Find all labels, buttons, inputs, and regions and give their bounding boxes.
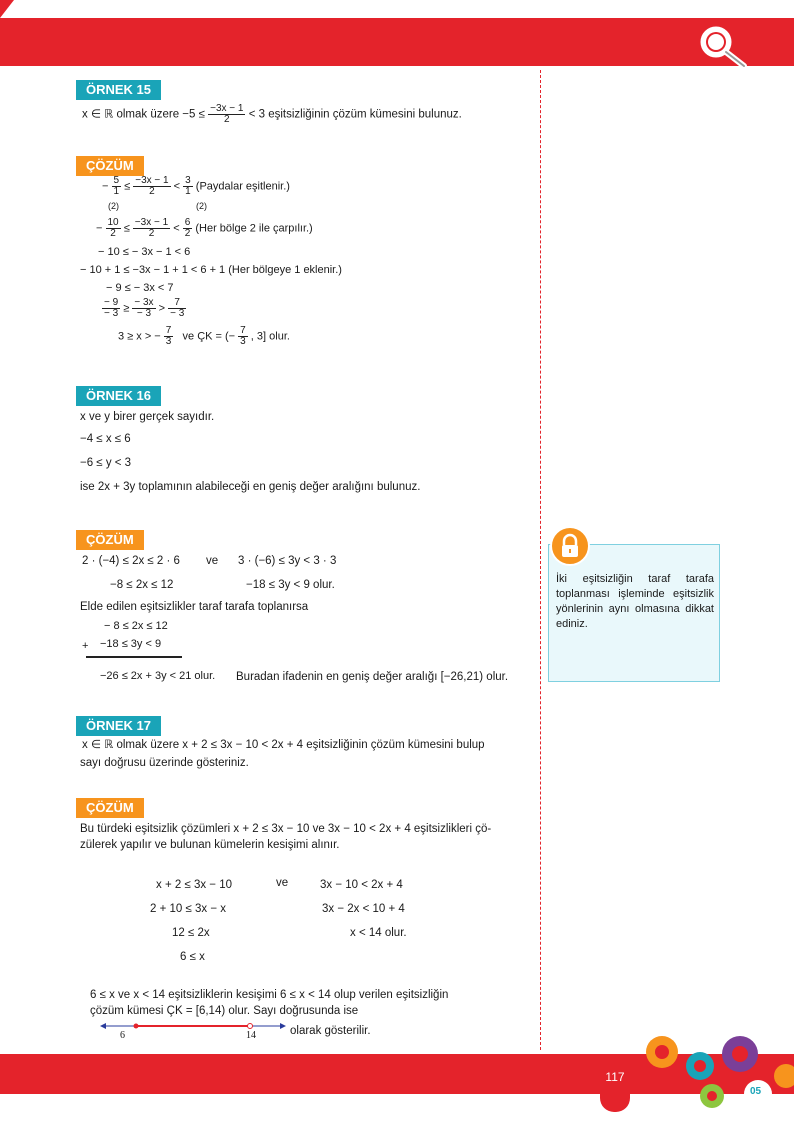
solution-17-a3: 12 ≤ 2x: [172, 927, 210, 939]
example-16-line-2: −4 ≤ x ≤ 6: [80, 433, 131, 445]
number-line-label-14: 14: [246, 1030, 256, 1041]
result-text: , 3] olur.: [250, 330, 290, 343]
solution-16-label: ÇÖZÜM: [76, 530, 144, 550]
denominator: 2: [110, 228, 116, 239]
fraction: [208, 104, 245, 125]
note: (Her bölge 2 ile çarpılır.): [195, 222, 313, 235]
denominator: 2: [224, 114, 230, 125]
numerator: 6: [184, 217, 191, 228]
solution-15-step-6: [102, 298, 186, 319]
solution-16-sum-row-2: −18 ≤ 3y < 9: [100, 638, 162, 650]
solution-17-conclusion-2: çözüm kümesi ÇK = [6,14) olur. Sayı doğrusunda ise: [90, 1005, 359, 1017]
solution-17-b3: x < 14 olur.: [350, 927, 407, 939]
solution-17-ve: ve: [276, 877, 289, 889]
fraction: [132, 298, 155, 319]
tip-text: İki eşitsizliğin taraf tarafa toplanması işleminde eşitsizlik yönlerinin aynı olmasına dikkat ediniz.: [556, 573, 714, 630]
fraction: [112, 176, 122, 197]
operator: >: [158, 302, 166, 315]
numerator: 7: [240, 325, 246, 336]
unit-badge: 05: [750, 1086, 762, 1097]
solution-16-line-2b: −18 ≤ 3y < 9 olur.: [246, 579, 335, 591]
header-arrow: [0, 0, 14, 18]
numerator: −3x − 1: [134, 217, 169, 228]
solution-17-a4: 6 ≤ x: [180, 951, 205, 963]
result-text: ve ÇK = (−: [182, 330, 236, 343]
numerator: 7: [165, 325, 172, 336]
fraction: [133, 176, 170, 197]
solution-16-line-3: Elde edilen eşitsizlikler taraf tarafa toplanırsa: [80, 601, 309, 613]
question-text: x ∈ ℝ olmak üzere −5 ≤: [82, 108, 205, 121]
numerator: − 9: [104, 297, 119, 308]
numerator: −3x − 1: [135, 175, 169, 186]
solution-15-result: [118, 326, 290, 347]
example-15-label: ÖRNEK 15: [76, 80, 161, 100]
solution-16-sum-row-1: − 8 ≤ 2x ≤ 12: [104, 620, 168, 632]
denominator: − 3: [104, 308, 119, 319]
example-16-line-1: x ve y birer gerçek sayıdır.: [80, 411, 215, 423]
solution-15-step-2: [96, 218, 313, 239]
question-text: < 3 eşitsizliğinin çözüm kümesini bulunuz.: [248, 108, 462, 121]
magnifier-icon: [698, 24, 750, 70]
fraction: [133, 218, 170, 239]
fraction: [183, 176, 193, 197]
fraction: [106, 218, 121, 239]
lock-icon: [550, 526, 590, 566]
example-17-label: ÖRNEK 17: [76, 716, 161, 736]
solution-16-result: −26 ≤ 2x + 3y < 21 olur.: [100, 670, 216, 682]
solution-17-b2: 3x − 2x < 10 + 4: [322, 903, 405, 915]
solution-15-step-4: − 10 + 1 ≤ −3x − 1 + 1 < 6 + 1 (Her bölgeye 1 eklenir.): [80, 264, 342, 276]
solution-15-step-3: − 10 ≤ − 3x − 1 < 6: [98, 246, 191, 258]
example-15-question: [82, 104, 462, 125]
solution-15-step-1: [102, 176, 290, 197]
solution-16-line-2a: −8 ≤ 2x ≤ 12: [110, 579, 174, 591]
denominator: 3: [165, 336, 172, 347]
multiplier: (2): [196, 201, 207, 211]
margin-divider: [540, 70, 541, 1050]
lock-icon-glyph: [552, 528, 588, 564]
operator: ≥: [123, 302, 130, 315]
fraction: [168, 298, 186, 319]
sign: −: [102, 180, 109, 193]
result-text: 3 ≥ x > −: [118, 330, 161, 343]
solution-17-a1: x + 2 ≤ 3x − 10: [156, 879, 232, 891]
solution-16-line-1a: 2 · (−4) ≤ 2x ≤ 2 · 6: [82, 555, 180, 567]
denominator: − 3: [136, 308, 152, 319]
denominator: 1: [113, 186, 120, 197]
fraction: [183, 218, 193, 239]
denominator: 2: [148, 228, 155, 239]
fraction: [238, 326, 248, 347]
numerator: 7: [168, 298, 186, 309]
denominator: 2: [149, 186, 155, 197]
operator: <: [173, 222, 180, 235]
operator: ≤: [124, 180, 131, 193]
note: (Paydalar eşitlenir.): [195, 180, 290, 193]
example-17-line-2: sayı doğrusu üzerinde gösteriniz.: [80, 757, 249, 769]
denominator: 2: [184, 228, 191, 239]
solution-16-conclusion: Buradan ifadenin en geniş değer aralığı [−26,21) olur.: [236, 671, 509, 683]
solution-17-b1: 3x − 10 < 2x + 4: [320, 879, 403, 891]
plus-sign: +: [82, 640, 89, 652]
solution-17-conclusion-1: 6 ≤ x ve x < 14 eşitsizliklerin kesişimi 6 ≤ x < 14 olup verilen eşitsizliğin: [90, 989, 449, 1001]
numerator: 5: [113, 175, 120, 186]
example-16-label: ÖRNEK 16: [76, 386, 161, 406]
fraction: [102, 298, 120, 319]
number-line-label-6: 6: [120, 1030, 125, 1041]
example-16-line-4: ise 2x + 3y toplamının alabileceği en geniş değer aralığını bulunuz.: [80, 481, 421, 493]
example-16-line-3: −6 ≤ y < 3: [80, 457, 132, 469]
page-number-tab: [600, 1060, 630, 1112]
numerator: −3x − 1: [210, 103, 244, 114]
solution-16-ve: ve: [206, 555, 219, 567]
numerator: − 3x: [134, 297, 154, 308]
operator: ≤: [123, 222, 130, 235]
denominator: 3: [240, 336, 246, 347]
solution-17-line-2: zülerek yapılır ve bulunan kümelerin kesişimi alınır.: [80, 839, 340, 851]
multiplier: (2): [108, 201, 119, 211]
example-17-line-1: x ∈ ℝ olmak üzere x + 2 ≤ 3x − 10 < 2x + 4 eşitsizliğinin çözüm kümesini bulup: [82, 739, 485, 751]
solution-15-step-5: − 9 ≤ − 3x < 7: [106, 282, 174, 294]
solution-16-line-1c: 3 · (−6) ≤ 3y < 3 · 3: [238, 555, 337, 567]
fraction: [164, 326, 174, 347]
gears-decoration: [640, 1036, 794, 1116]
operator: <: [173, 180, 181, 193]
solution-17-conclusion-3: olarak gösterilir.: [290, 1025, 371, 1037]
numerator: 10: [107, 217, 119, 228]
solution-17-label: ÇÖZÜM: [76, 798, 144, 818]
sign: −: [96, 222, 103, 235]
denominator: 1: [185, 186, 191, 197]
solution-15-label: ÇÖZÜM: [76, 156, 144, 176]
page-number: 117: [605, 1070, 625, 1084]
denominator: − 3: [170, 308, 185, 319]
solution-17-line-1: Bu türdeki eşitsizlik çözümleri x + 2 ≤ 3x − 10 ve 3x − 10 < 2x + 4 eşitsizlikleri çö-: [80, 823, 492, 835]
solution-17-a2: 2 + 10 ≤ 3x − x: [150, 903, 226, 915]
numerator: 3: [185, 175, 191, 186]
number-line: [100, 1020, 286, 1044]
header-bar: [0, 18, 794, 66]
sum-rule: [86, 656, 182, 658]
